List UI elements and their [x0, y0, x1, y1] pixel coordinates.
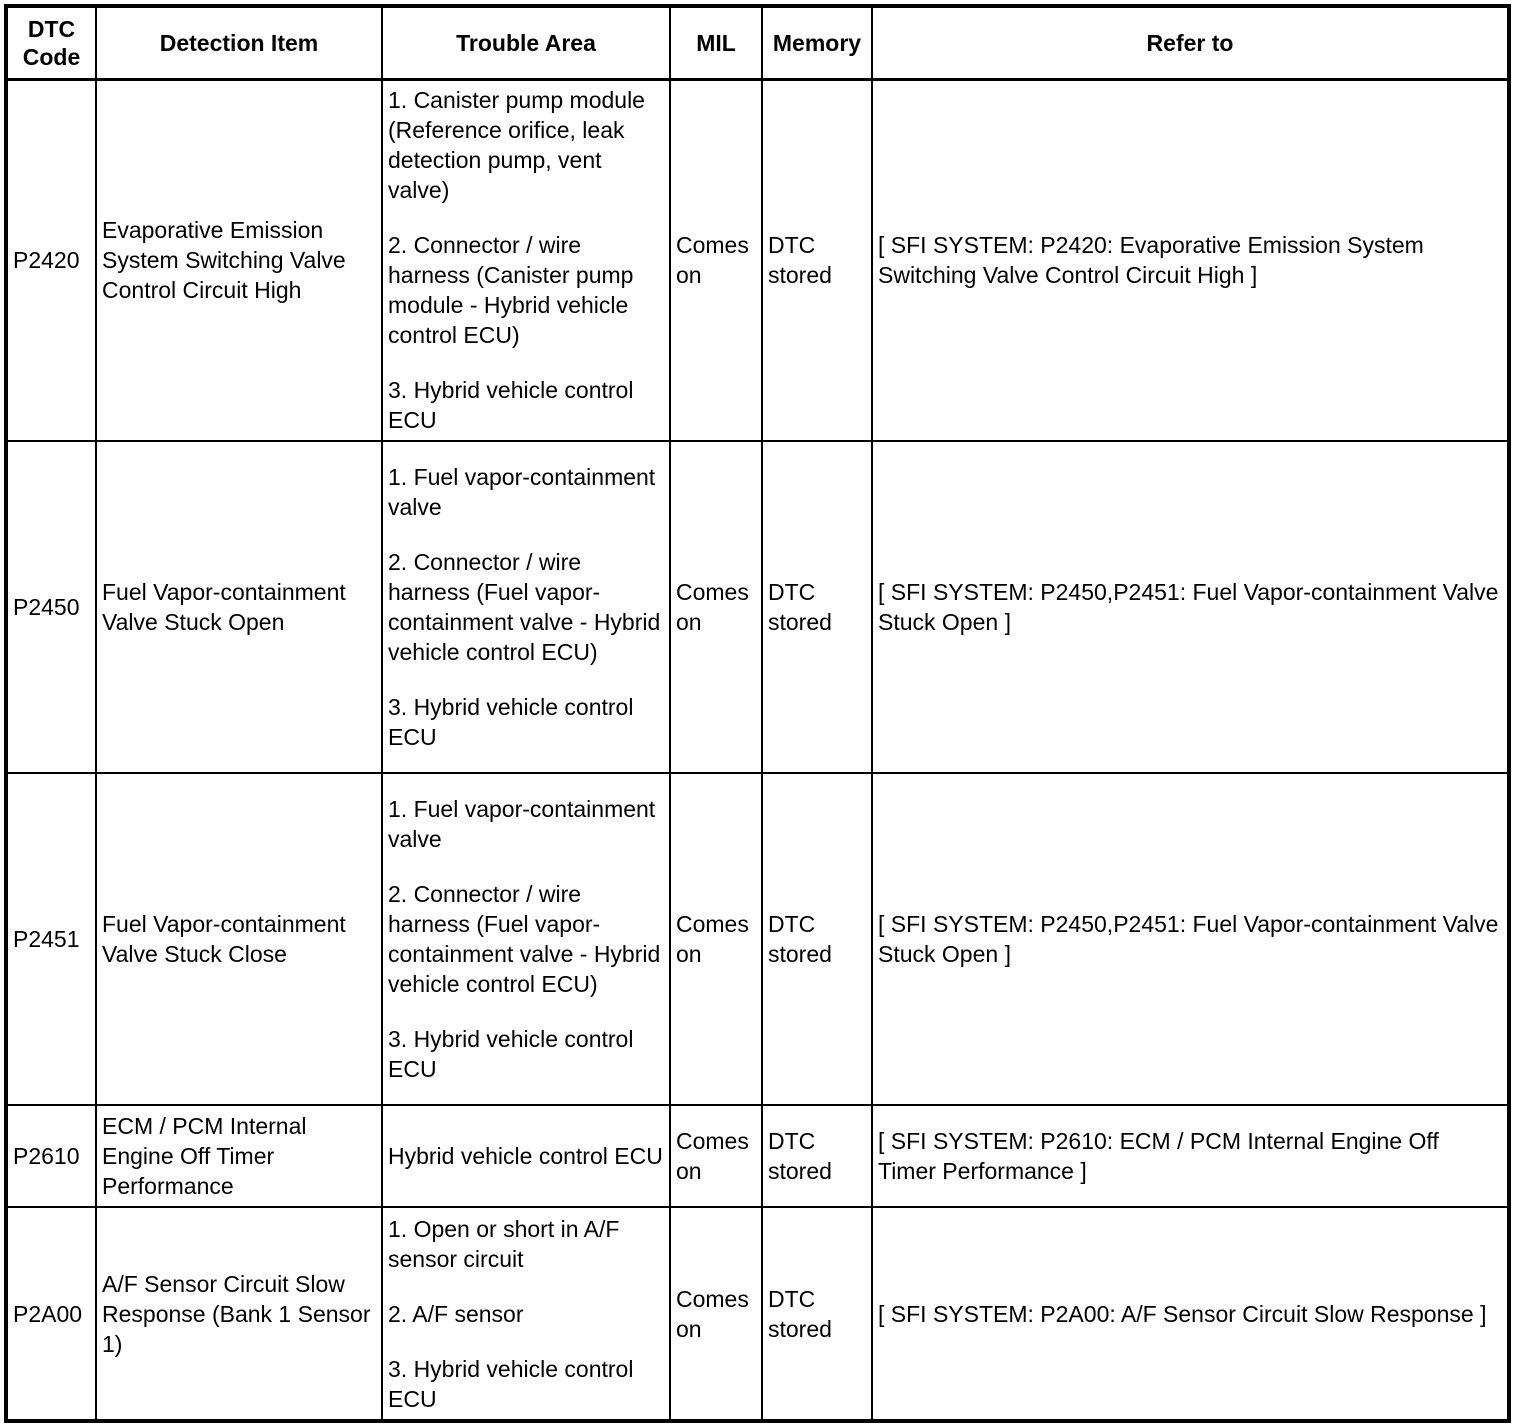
mil-cell: Comes on	[670, 1207, 762, 1420]
trouble-area-item: 1. Open or short in A/F sensor circuit	[388, 1215, 620, 1272]
trouble-area-cell	[382, 79, 670, 441]
trouble-area-item: 3. Hybrid vehicle control ECU	[388, 1026, 634, 1082]
mil-cell: Comes on	[670, 773, 762, 1105]
table-header-row	[7, 7, 1508, 79]
header-mil: MIL	[670, 7, 762, 79]
trouble-area-item: 2. Connector / wire harness (Fuel vapor-containment valve - Hybrid vehicle control ECU)	[388, 881, 661, 997]
trouble-area-item: 2. Connector / wire harness (Fuel vapor-containment valve - Hybrid vehicle control ECU)	[388, 549, 661, 665]
table-row	[7, 1105, 1508, 1207]
mil-cell: Comes on	[670, 1105, 762, 1207]
trouble-area-item: 2. A/F sensor	[388, 1300, 524, 1327]
header-trouble-area: Trouble Area	[382, 7, 670, 79]
trouble-area-cell	[382, 1105, 670, 1207]
trouble-area-item: Hybrid vehicle control ECU	[388, 1143, 663, 1169]
memory-cell: DTC stored	[762, 79, 872, 441]
detection-item-cell: ECM / PCM Internal Engine Off Timer Performance	[96, 1105, 382, 1207]
mil-cell: Comes on	[670, 79, 762, 441]
trouble-area-cell	[382, 1207, 670, 1420]
table-row	[7, 773, 1508, 1105]
dtc-code-cell: P2450	[7, 441, 96, 773]
header-memory: Memory	[762, 7, 872, 79]
dtc-table	[6, 6, 1509, 1421]
header-refer-to: Refer to	[872, 7, 1508, 79]
header-dtc-code-line1: DTC	[27, 15, 76, 42]
trouble-area-cell	[382, 441, 670, 773]
refer-to-link[interactable]: [ SFI SYSTEM: P2450,P2451: Fuel Vapor-containment Valve Stuck Open ]	[872, 441, 1508, 773]
refer-to-link[interactable]: [ SFI SYSTEM: P2420: Evaporative Emission System Switching Valve Control Circuit High ]	[872, 79, 1508, 441]
memory-cell: DTC stored	[762, 773, 872, 1105]
table-row	[7, 441, 1508, 773]
refer-to-link[interactable]: [ SFI SYSTEM: P2610: ECM / PCM Internal Engine Off Timer Performance ]	[872, 1105, 1508, 1207]
table-row	[7, 79, 1508, 441]
detection-item-cell: Fuel Vapor-containment Valve Stuck Close	[96, 773, 382, 1105]
detection-item-cell: A/F Sensor Circuit Slow Response (Bank 1 Sensor 1)	[96, 1207, 382, 1420]
table-row	[7, 1207, 1508, 1420]
header-dtc-code	[7, 7, 96, 79]
memory-cell: DTC stored	[762, 441, 872, 773]
header-dtc-code-line2: Code	[22, 43, 81, 70]
dtc-code-cell: P2A00	[7, 1207, 96, 1420]
refer-to-link[interactable]: [ SFI SYSTEM: P2A00: A/F Sensor Circuit Slow Response ]	[872, 1207, 1508, 1420]
trouble-area-item: 2. Connector / wire harness (Canister pump module - Hybrid vehicle control ECU)	[388, 232, 634, 349]
mil-cell: Comes on	[670, 441, 762, 773]
trouble-area-item: 3. Hybrid vehicle control ECU	[388, 694, 634, 750]
header-detection-item: Detection Item	[96, 7, 382, 79]
trouble-area-item: 1. Fuel vapor-containment valve	[388, 796, 656, 852]
trouble-area-item: 1. Canister pump module (Reference orifice, leak detection pump, vent valve)	[388, 87, 645, 204]
dtc-code-cell: P2451	[7, 773, 96, 1105]
dtc-code-cell: P2420	[7, 79, 96, 441]
detection-item-cell: Fuel Vapor-containment Valve Stuck Open	[96, 441, 382, 773]
trouble-area-item: 3. Hybrid vehicle control ECU	[388, 1355, 634, 1412]
memory-cell: DTC stored	[762, 1105, 872, 1207]
trouble-area-cell	[382, 773, 670, 1105]
dtc-code-cell: P2610	[7, 1105, 96, 1207]
trouble-area-item: 1. Fuel vapor-containment valve	[388, 464, 656, 520]
refer-to-link[interactable]: [ SFI SYSTEM: P2450,P2451: Fuel Vapor-containment Valve Stuck Open ]	[872, 773, 1508, 1105]
trouble-area-item: 3. Hybrid vehicle control ECU	[388, 377, 634, 434]
detection-item-cell: Evaporative Emission System Switching Valve Control Circuit High	[96, 79, 382, 441]
memory-cell: DTC stored	[762, 1207, 872, 1420]
